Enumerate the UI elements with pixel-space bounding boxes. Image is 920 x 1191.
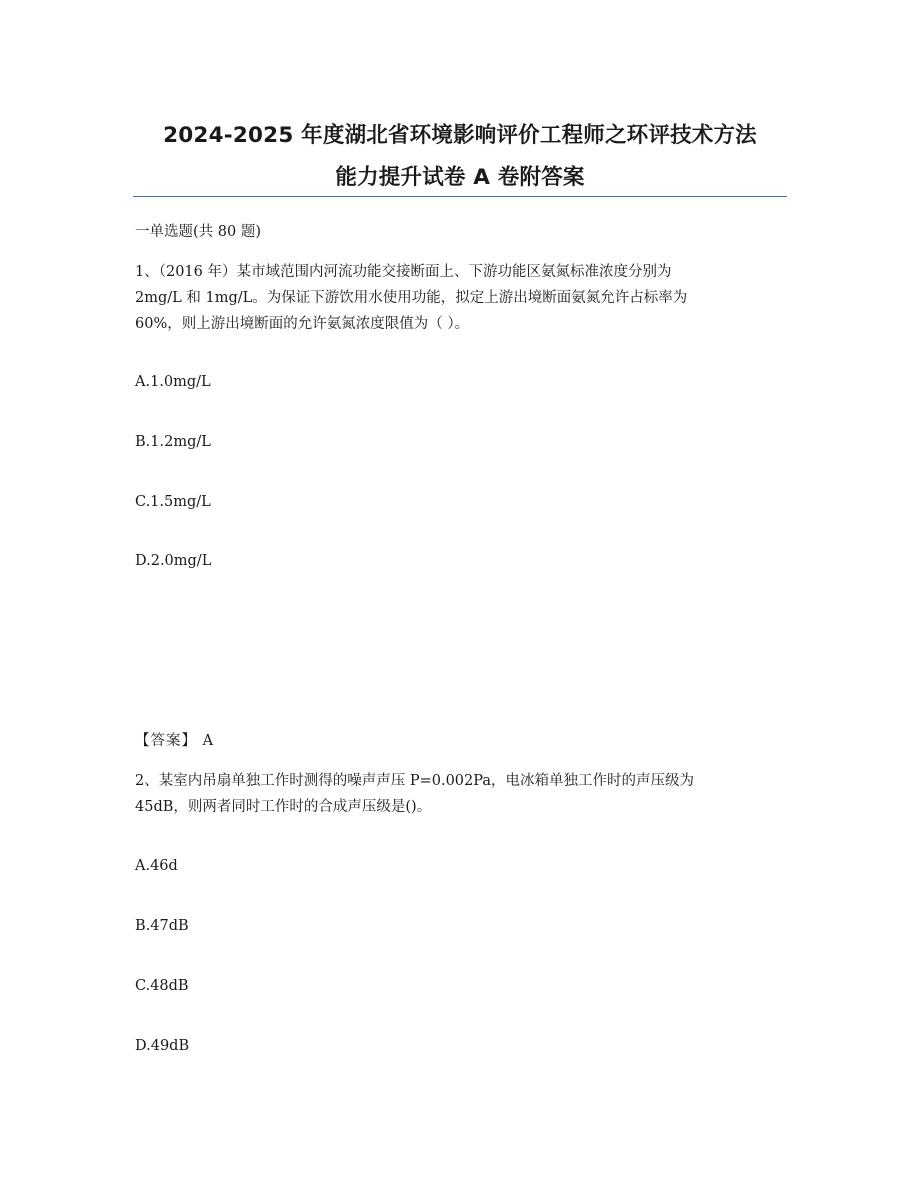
title-divider	[133, 196, 787, 197]
question-1-option-c: C.1.5mg/L	[135, 494, 211, 510]
question-2-option-d: D.49dB	[135, 1038, 190, 1054]
question-2-line-1: 2、某室内吊扇单独工作时测得的噪声声压 P=0.002Pa，电冰箱单独工作时的声压级为	[135, 773, 694, 789]
question-1-option-a: A.1.0mg/L	[135, 374, 211, 390]
question-1-line-1: 1、（2016 年）某市域范围内河流功能交接断面上、下游功能区氨氮标准浓度分别为	[135, 264, 672, 280]
section-heading: 一单选题(共 80 题)	[135, 224, 261, 240]
question-2-option-a: A.46d	[135, 858, 178, 874]
question-1-answer: 【答案】 A	[135, 733, 215, 749]
question-2-line-2: 45dB，则两者同时工作时的合成声压级是()。	[135, 799, 432, 815]
question-1-line-3: 60%，则上游出境断面的允许氨氮浓度限值为（ ）。	[135, 316, 470, 332]
question-2-option-b: B.47dB	[135, 918, 189, 934]
question-2-option-c: C.48dB	[135, 978, 189, 994]
document-title-line-1: 2024-2025 年度湖北省环境影响评价工程师之环评技术方法	[163, 123, 757, 148]
question-1-option-d: D.2.0mg/L	[135, 553, 212, 569]
question-1-option-b: B.1.2mg/L	[135, 434, 211, 450]
document-title-line-2: 能力提升试卷 A 卷附答案	[335, 165, 585, 190]
question-1-line-2: 2mg/L 和 1mg/L。为保证下游饮用水使用功能，拟定上游出境断面氨氮允许占标率为	[135, 290, 688, 306]
